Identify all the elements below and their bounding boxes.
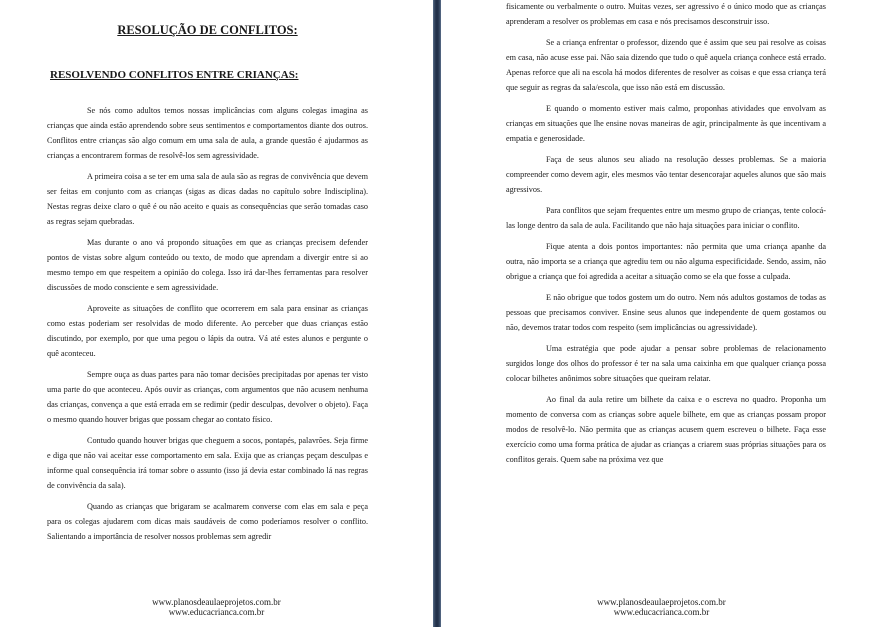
left-page-footer	[0, 597, 433, 617]
paragraph: fisicamente ou verbalmente o outro. Muitas vezes, ser agressivo é o único modo que as crianças aprenderam a resolver os problemas em casa e nós precisamos desconstruir isso.	[506, 2, 826, 26]
right-body-text	[506, 0, 826, 467]
left-page	[0, 0, 433, 627]
page-divider	[433, 0, 441, 627]
right-page-footer	[441, 597, 882, 617]
paragraph: E não obrigue que todos gostem um do outro. Nem nós adultos gostamos de todas as pessoas que precisamos conviver. Ensine seus alunos que independente de quem gostamos ou não, devemos tratar todos com respeito (sem implicâncias ou agressividade).	[506, 293, 826, 332]
paragraph: Se nós como adultos temos nossas implicâncias com alguns colegas imagina as crianças que ainda estão aprendendo sobre seus sentimentos e comportamentos diante dos outros. Conflitos entre crianças são algo comum em uma sala de aula, a grande questão é ajudarmos as crianças a encontrarem formas de resolvê-los sem agressividade.	[47, 106, 368, 160]
paragraph: Quando as crianças que brigaram se acalmarem converse com elas em sala e peça para os colegas ajudarem com dicas mais saudáveis de como poderíamos resolver o conflito. Salientando a importância de resolver nossos problemas sem agredir	[47, 502, 368, 541]
paragraph: Contudo quando houver brigas que cheguem a socos, pontapés, palavrões. Seja firme e diga que não vai aceitar esse comportamento em sala. Exija que as crianças peçam desculpas e informe qual consequência irá tomar sobre o assunto (isso já devia estar combinado lá nas regras de convivência da sala).	[47, 436, 368, 490]
footer-link-planosdeaula: www.planosdeaulaeprojetos.com.br	[152, 597, 281, 607]
right-page	[441, 0, 882, 627]
paragraph: Uma estratégia que pode ajudar a pensar sobre problemas de relacionamento surgidos longe dos olhos do professor é ter na sala uma caixinha em que qualquer criança possa colocar bilhetes anônimos sobre situações que queiram relatar.	[506, 344, 826, 383]
document-title: RESOLUÇÃO DE CONFLITOS:	[117, 23, 298, 37]
paragraph: Para conflitos que sejam frequentes entre um mesmo grupo de crianças, tente colocá-las longe dentro da sala de aula. Facilitando que não haja situações para iniciar o conflito.	[506, 206, 826, 230]
paragraph: Faça de seus alunos seu aliado na resolução desses problemas. Se a maioria compreender como devem agir, eles mesmos vão tentar desencorajar aqueles alunos que são mais agressivos.	[506, 155, 826, 194]
paragraph: Ao final da aula retire um bilhete da caixa e o escreva no quadro. Proponha um momento de conversa com as crianças sobre aquele bilhete, em que as crianças possam propor modos de resolvê-lo. Não permita que as crianças acusem quem escreveu o bilhete. Faça esse exercício como uma forma prática de ajudar as crianças a criarem suas próprias situações para os conflitos gerais. Quem sabe na próxima vez que	[506, 395, 826, 464]
paragraph: Mas durante o ano vá propondo situações em que as crianças precisem defender pontos de vistas sobre algum conteúdo ou texto, de modo que aprendam a divergir entre si ao mesmo tempo em que respeitem a opinião do colega. Isso irá dar-lhes ferramentas para resolver discussões de modo consciente e sem agressividade.	[47, 238, 368, 292]
footer-link-educacrianca: www.educacrianca.com.br	[613, 607, 710, 617]
left-page-content	[47, 0, 368, 550]
left-body-text	[47, 103, 368, 544]
paragraph: Fique atenta a dois pontos importantes: não permita que uma criança apanhe da outra, não importa se a criança que agrediu tem ou não alguma especificidade. Sendo, assim, não obrigue a criança que foi agredida a aceitar a situação como se ela que fosse a culpada.	[506, 242, 826, 281]
paragraph: E quando o momento estiver mais calmo, proponhas atividades que envolvam as crianças em situações que lhe ensine novas maneiras de agir, principalmente às que incentivam a empatia e generosidade.	[506, 104, 826, 143]
right-page-content	[506, 0, 826, 473]
section-subtitle: RESOLVENDO CONFLITOS ENTRE CRIANÇAS:	[50, 69, 299, 81]
paragraph: Sempre ouça as duas partes para não tomar decisões precipitadas por apenas ter visto uma parte do que aconteceu. Após ouvir as crianças, com argumentos que não acusem nenhuma das crianças, convença a que está errada em se redimir (pedir desculpas, devolver o objeto). Faça o mesmo quando houver brigas que possam chegar ao contato físico.	[47, 370, 368, 424]
paragraph: A primeira coisa a se ter em uma sala de aula são as regras de convivência que devem ser feitas em conjunto com as crianças (sigas as dicas dadas no capítulo sobre Indisciplina). Nestas regras deixe claro o quê é ou não aceito e quais as consequências que serão tomadas caso as regras sejam quebradas.	[47, 172, 368, 226]
footer-link-educacrianca: www.educacrianca.com.br	[168, 607, 265, 617]
paragraph: Se a criança enfrentar o professor, dizendo que é assim que seu pai resolve as coisas em casa, não acuse esse pai. Não saia dizendo que tudo o quê aquela criança conhece está errado. Apenas reforce que ali na escola há modos diferentes de resolver as coisas e que essa criança terá que seguir as regras da sala/escola, que isso não está em discussão.	[506, 38, 826, 92]
footer-link-planosdeaula: www.planosdeaulaeprojetos.com.br	[597, 597, 726, 607]
paragraph: Aproveite as situações de conflito que ocorrerem em sala para ensinar as crianças como estas poderiam ser resolvidas de modo diferente. Ao perceber que duas crianças estão discutindo, por exemplo, por que uma pegou o lápis da outra. Vá até estes alunos e pergunte o quê aconteceu.	[47, 304, 368, 358]
